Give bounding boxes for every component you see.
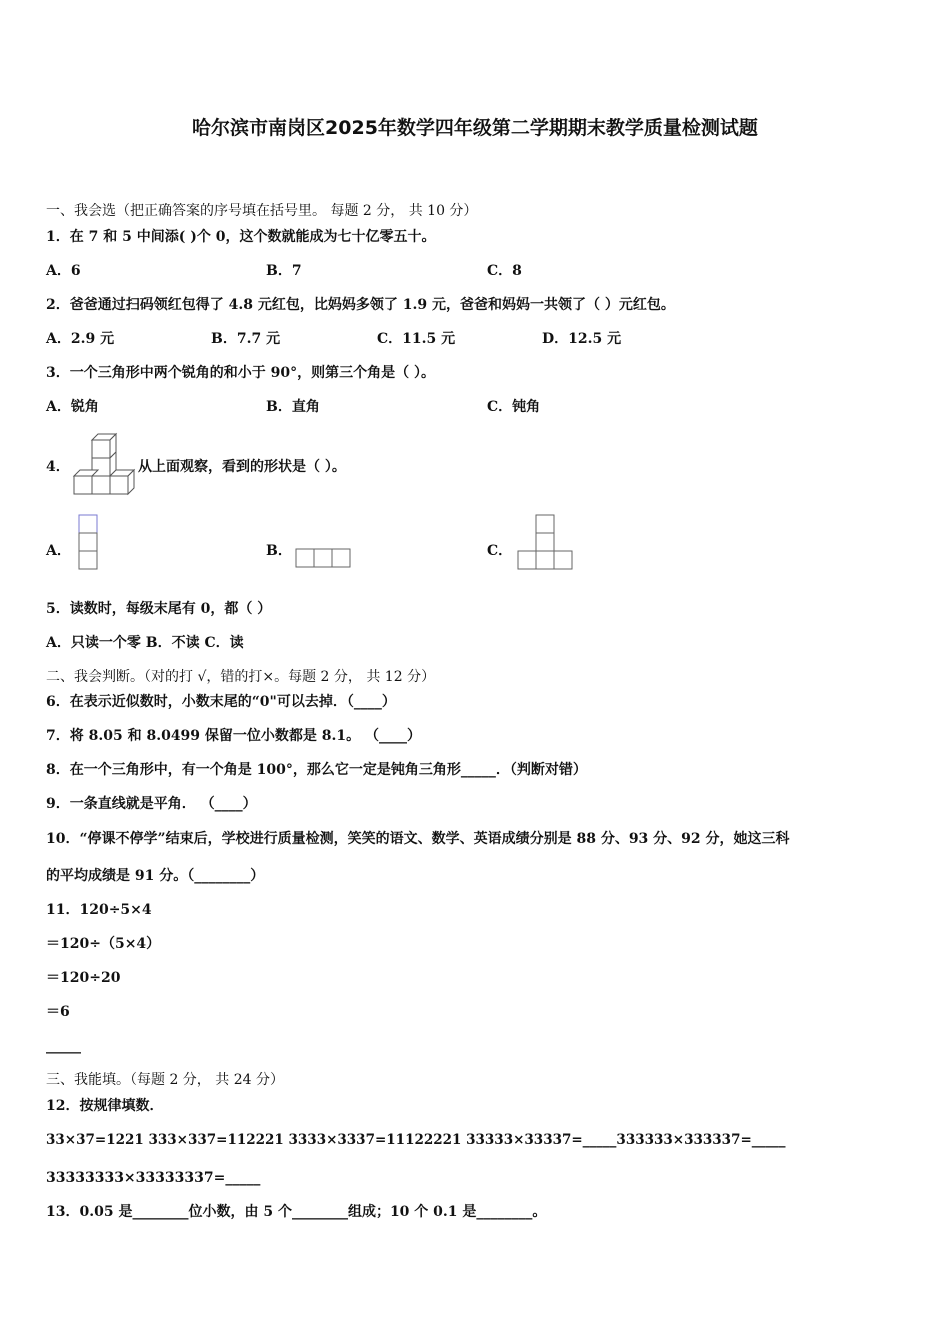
question-12-line-1: 33×37=1221 333×337=112221 3333×3337=11122221 33333×33337=_____333333×333337=_____ — [46, 1132, 786, 1148]
question-11-blank: _____ — [46, 1038, 81, 1054]
question-11-line-3: ＝120÷20 — [46, 970, 121, 986]
question-12-stem: 12．按规律填数． — [46, 1098, 164, 1114]
section-2-heading: 二、我会判断。（对的打 √，错的打×。每题 2 分， 共 12 分） — [46, 669, 436, 685]
q4-option-a: A． — [46, 543, 71, 559]
question-12-line-2: 33333333×33333337=_____ — [46, 1170, 261, 1186]
question-9: 9．一条直线就是平角． （____） — [46, 796, 257, 812]
q4-option-a-figure — [78, 514, 98, 572]
question-6: 6．在表示近似数时，小数末尾的“0"可以去掉．（____） — [46, 694, 396, 710]
q4-option-c-figure — [517, 514, 575, 572]
section-1-heading: 一、我会选（把正确答案的序号填在括号里。 每题 2 分， 共 10 分） — [46, 203, 478, 219]
question-11-line-1: 11．120÷5×4 — [46, 902, 152, 918]
q2-option-b: B．7.7 元 — [211, 331, 281, 347]
question-11-line-2: ＝120÷（5×4） — [46, 936, 161, 952]
q1-option-a: A．6 — [46, 263, 81, 279]
question-10-line-2: 的平均成绩是 91 分。（________） — [46, 868, 265, 884]
q3-option-a: A．锐角 — [46, 399, 99, 415]
q3-option-c: C．钝角 — [487, 399, 541, 415]
question-13: 13．0.05 是________位小数，由 5 个________组成；10 个 0.1 是________。 — [46, 1204, 547, 1220]
question-10-line-1: 10．“停课不停学”结束后，学校进行质量检测，笑笑的语文、数学、英语成绩分别是 88 分、93 分、92 分，她这三科 — [46, 831, 790, 847]
q4-option-b-figure — [295, 548, 353, 570]
q4-option-b: B． — [266, 543, 292, 559]
question-3: 3．一个三角形中两个锐角的和小于 90°，则第三个角是（ ）。 — [46, 365, 435, 381]
question-1: 1．在 7 和 5 中间添( )个 0，这个数就能成为七十亿零五十。 — [46, 229, 436, 245]
q3-option-b: B．直角 — [266, 399, 320, 415]
question-8: 8．在一个三角形中，有一个角是 100°，那么它一定是钝角三角形_____．（判断对错） — [46, 762, 587, 778]
question-4-stem: 从上面观察，看到的形状是（ ）。 — [138, 459, 346, 475]
q1-option-c: C．8 — [487, 263, 522, 279]
question-5: 5．读数时，每级末尾有 0，都（ ） — [46, 601, 272, 617]
q4-option-c: C． — [487, 543, 513, 559]
q2-option-c: C．11.5 元 — [377, 331, 456, 347]
question-7: 7．将 8.05 和 8.0499 保留一位小数都是 8.1。 （____） — [46, 728, 422, 744]
q2-option-d: D．12.5 元 — [542, 331, 622, 347]
q1-option-b: B．7 — [266, 263, 302, 279]
q5-options: A．只读一个零 B．不读 C．读 — [46, 635, 244, 651]
page-title: 哈尔滨市南岗区2025年数学四年级第二学期期末教学质量检测试题 — [192, 117, 758, 139]
question-4-number: 4． — [46, 459, 70, 475]
question-11-line-4: ＝6 — [46, 1004, 70, 1020]
question-2: 2．爸爸通过扫码领红包得了 4.8 元红包，比妈妈多领了 1.9 元，爸爸和妈妈一共领了（ ）元红包。 — [46, 297, 675, 313]
q4-cube-stack-figure — [66, 430, 140, 500]
section-3-heading: 三、我能填。（每题 2 分， 共 24 分） — [46, 1072, 284, 1088]
q2-option-a: A．2.9 元 — [46, 331, 115, 347]
